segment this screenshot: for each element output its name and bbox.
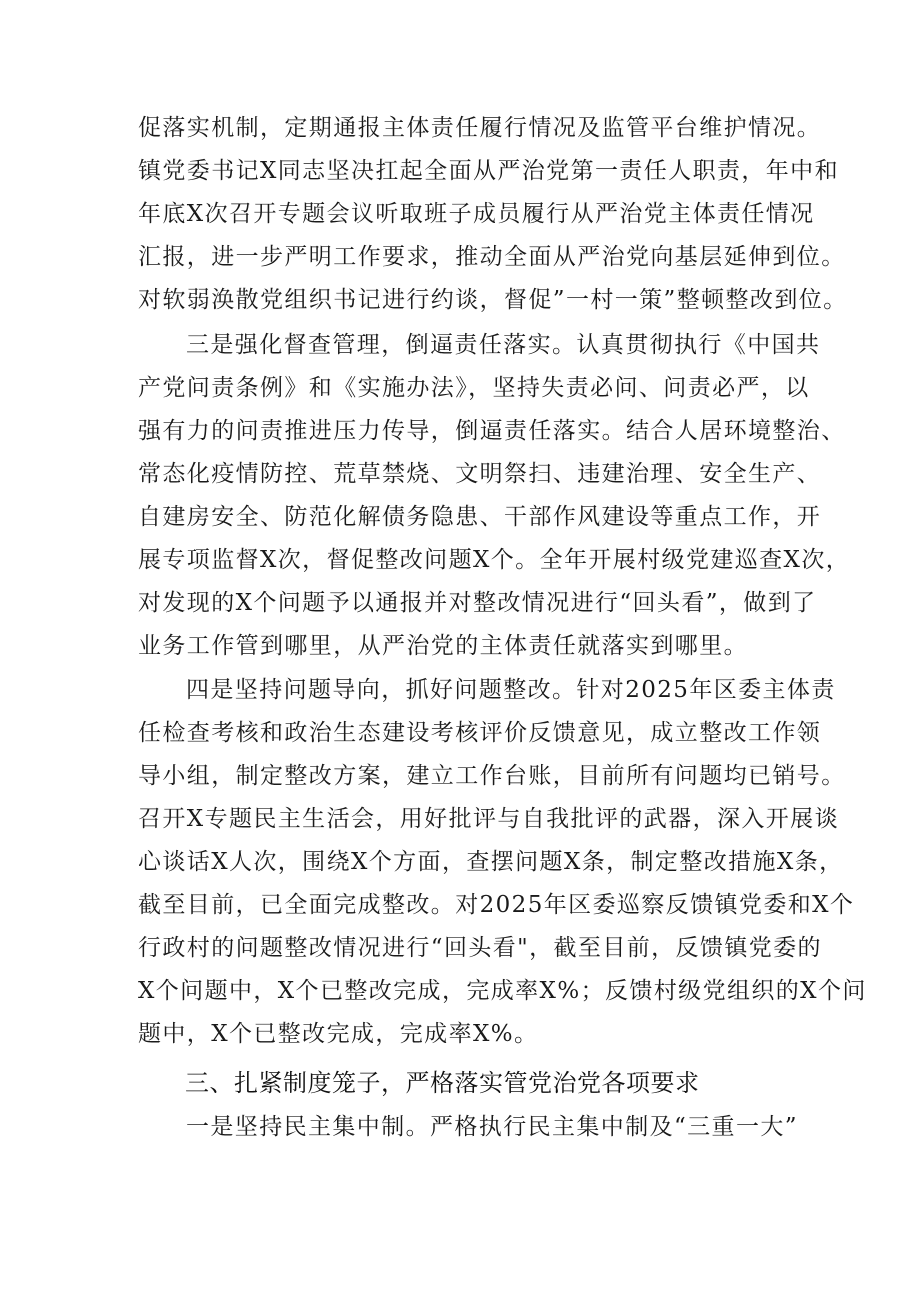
body-text-line: 心谈话X人次，围绕X个方面，查摆问题X条，制定整改措施X条， xyxy=(138,849,844,875)
body-text-line: 促落实机制，定期通报主体责任履行情况及监管平台维护情况。 xyxy=(138,115,822,141)
body-text-line: 行政村的问题整改情况进行“回头看"，截至目前，反馈镇党委的 xyxy=(138,935,822,961)
body-text-line: 一是坚持民主集中制。严格执行民主集中制及“三重一大” xyxy=(186,1114,798,1140)
body-text-line: 自建房安全、防范化解债务隐患、干部作风建设等重点工作，开 xyxy=(138,504,822,530)
body-text-line: 强有力的问责推进压力传导，倒逼责任落实。结合人居环境整治、 xyxy=(138,418,846,444)
body-text-line: 展专项监督X次，督促整改问题X个。全年开展村级党建巡查X次， xyxy=(138,547,851,573)
body-text-line: 产党问责条例》和《实施办法》，坚持失责必问、问责必严，以 xyxy=(138,375,810,401)
body-text-line: X个问题中，X个已整改完成，完成率X%；反馈村级党组织的X个问 xyxy=(138,978,867,1004)
section-heading: 三、扎紧制度笼子，严格落实管党治党各项要求 xyxy=(185,1069,700,1097)
body-text-line: 任检查考核和政治生态建设考核评价反馈意见，成立整改工作领 xyxy=(138,720,822,746)
body-text-line: 年底X次召开专题会议听取班子成员履行从严治党主体责任情况 xyxy=(138,201,815,227)
body-text-line: 镇党委书记X同志坚决扛起全面从严治党第一责任人职责，年中和 xyxy=(138,158,839,184)
body-text-line: 题中，X个已整改完成，完成率X%。 xyxy=(138,1021,539,1047)
body-text-line: 业务工作管到哪里，从严治党的主体责任就落实到哪里。 xyxy=(138,633,748,659)
body-text-line: 常态化疫情防控、荒草禁烧、文明祭扫、违建治理、安全生产、 xyxy=(138,461,822,487)
body-text-line: 汇报，进一步严明工作要求，推动全面从严治党向基层延伸到位。 xyxy=(138,244,846,270)
body-text-line: 截至目前，已全面完成整改。对2025年区委巡察反馈镇党委和X个 xyxy=(138,892,855,918)
body-text-line: 三是强化督查管理，倒逼责任落实。认真贯彻执行《中国共 xyxy=(186,332,821,358)
body-text-line: 四是坚持问题导向，抓好问题整改。针对2025年区委主体责 xyxy=(186,677,836,703)
body-text-line: 导小组，制定整改方案，建立工作台账，目前所有问题均已销号。 xyxy=(138,763,846,789)
body-text-line: 对软弱涣散党组织书记进行约谈，督促”一村一策”整顿整改到位。 xyxy=(138,287,848,313)
body-text-line: 召开X专题民主生活会，用好批评与自我批评的武器，深入开展谈 xyxy=(138,806,839,832)
body-text-line: 对发现的X个问题予以通报并对整改情况进行“回头看”，做到了 xyxy=(138,590,817,616)
